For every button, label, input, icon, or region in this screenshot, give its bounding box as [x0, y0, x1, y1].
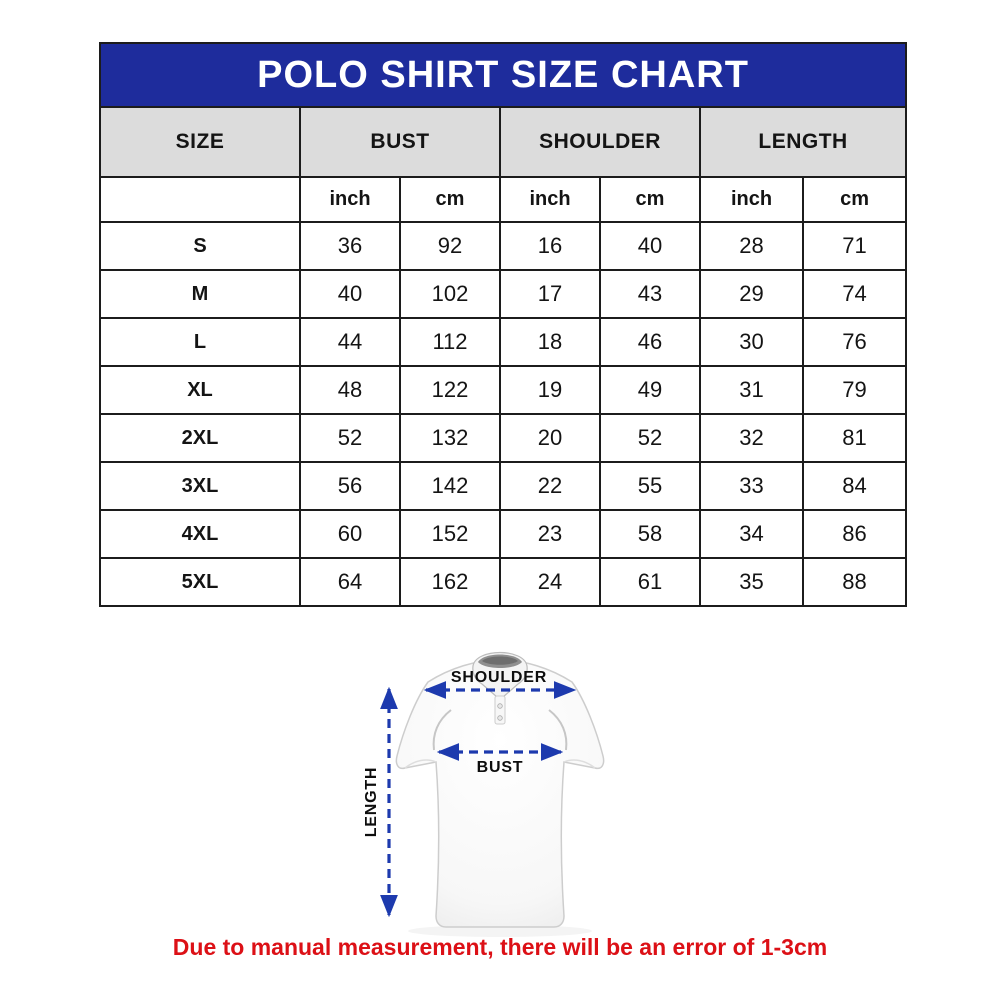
unit-length-inch: inch — [700, 177, 803, 222]
cell-value: 74 — [803, 270, 906, 318]
cell-value: 18 — [500, 318, 600, 366]
cell-value: 49 — [600, 366, 700, 414]
cell-value: 112 — [400, 318, 500, 366]
table-row-l — [100, 318, 906, 366]
cell-value: 81 — [803, 414, 906, 462]
size-chart-table — [99, 42, 907, 607]
cell-value: 52 — [600, 414, 700, 462]
cell-value: 48 — [300, 366, 400, 414]
cell-value: 142 — [400, 462, 500, 510]
cell-value: 55 — [600, 462, 700, 510]
table-row-xl — [100, 366, 906, 414]
size-label: XL — [100, 366, 300, 414]
size-label: 2XL — [100, 414, 300, 462]
chart-title: POLO SHIRT SIZE CHART — [100, 43, 906, 107]
cell-value: 40 — [300, 270, 400, 318]
size-label: 4XL — [100, 510, 300, 558]
cell-value: 34 — [700, 510, 803, 558]
unit-header-row — [100, 177, 906, 222]
cell-value: 162 — [400, 558, 500, 606]
cell-value: 71 — [803, 222, 906, 270]
cell-value: 46 — [600, 318, 700, 366]
table-row-4xl — [100, 510, 906, 558]
cell-value: 79 — [803, 366, 906, 414]
unit-shoulder-cm: cm — [600, 177, 700, 222]
unit-bust-inch: inch — [300, 177, 400, 222]
size-label: 3XL — [100, 462, 300, 510]
cell-value: 44 — [300, 318, 400, 366]
cell-value: 29 — [700, 270, 803, 318]
col-header-bust: BUST — [300, 107, 500, 177]
polo-shirt-illustration — [300, 620, 700, 960]
cell-value: 33 — [700, 462, 803, 510]
cell-value: 60 — [300, 510, 400, 558]
cell-value: 28 — [700, 222, 803, 270]
size-label: M — [100, 270, 300, 318]
measurement-diagram — [300, 620, 700, 960]
col-header-shoulder: SHOULDER — [500, 107, 700, 177]
table-row-s — [100, 222, 906, 270]
unit-bust-cm: cm — [400, 177, 500, 222]
blank-cell — [100, 177, 300, 222]
cell-value: 31 — [700, 366, 803, 414]
cell-value: 88 — [803, 558, 906, 606]
cell-value: 152 — [400, 510, 500, 558]
cell-value: 20 — [500, 414, 600, 462]
cell-value: 40 — [600, 222, 700, 270]
cell-value: 32 — [700, 414, 803, 462]
col-header-length: LENGTH — [700, 107, 906, 177]
bust-label: BUST — [476, 759, 524, 776]
cell-value: 64 — [300, 558, 400, 606]
shirt-button — [498, 704, 503, 709]
cell-value: 122 — [400, 366, 500, 414]
cell-value: 43 — [600, 270, 700, 318]
table-row-2xl — [100, 414, 906, 462]
cell-value: 24 — [500, 558, 600, 606]
table-row-m — [100, 270, 906, 318]
cell-value: 35 — [700, 558, 803, 606]
cell-value: 84 — [803, 462, 906, 510]
col-header-size: SIZE — [100, 107, 300, 177]
title-row — [100, 43, 906, 107]
shirt-button — [498, 716, 503, 721]
cell-value: 92 — [400, 222, 500, 270]
table-row-3xl — [100, 462, 906, 510]
cell-value: 76 — [803, 318, 906, 366]
cell-value: 19 — [500, 366, 600, 414]
cell-value: 36 — [300, 222, 400, 270]
cell-value: 61 — [600, 558, 700, 606]
shoulder-label: SHOULDER — [450, 669, 548, 686]
size-label: 5XL — [100, 558, 300, 606]
size-label: S — [100, 222, 300, 270]
cell-value: 132 — [400, 414, 500, 462]
size-label: L — [100, 318, 300, 366]
unit-length-cm: cm — [803, 177, 906, 222]
cell-value: 17 — [500, 270, 600, 318]
column-group-header-row — [100, 107, 906, 177]
cell-value: 102 — [400, 270, 500, 318]
cell-value: 22 — [500, 462, 600, 510]
unit-shoulder-inch: inch — [500, 177, 600, 222]
cell-value: 16 — [500, 222, 600, 270]
measurement-note: Due to manual measurement, there will be an error of 1-3cm — [172, 934, 828, 960]
cell-value: 23 — [500, 510, 600, 558]
length-label: LENGTH — [363, 766, 380, 838]
table-row-5xl — [100, 558, 906, 606]
cell-value: 58 — [600, 510, 700, 558]
cell-value: 52 — [300, 414, 400, 462]
cell-value: 30 — [700, 318, 803, 366]
cell-value: 86 — [803, 510, 906, 558]
cell-value: 56 — [300, 462, 400, 510]
